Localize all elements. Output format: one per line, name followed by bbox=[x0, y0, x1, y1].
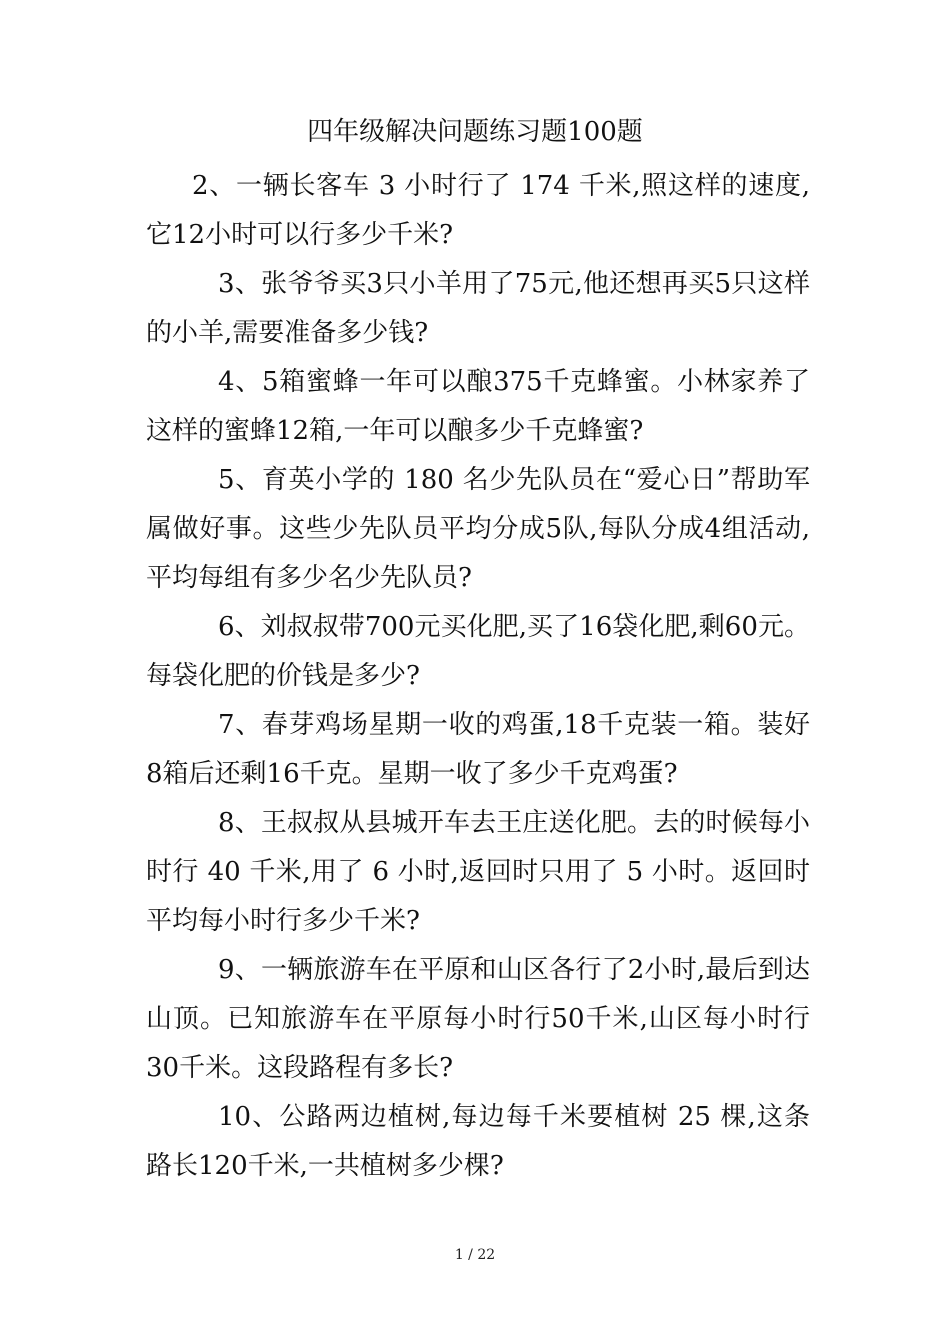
problem-item: 9、一辆旅游车在平原和山区各行了2小时,最后到达山顶。已知旅游车在平原每小时行50千米,山区每小时行30千米。这段路程有多长? bbox=[146, 955, 810, 1083]
problem-item: 4、5箱蜜蜂一年可以酿375千克蜂蜜。小林家养了这样的蜜蜂12箱,一年可以酿多少千克蜂蜜? bbox=[146, 367, 810, 446]
problem-item: 7、春芽鸡场星期一收的鸡蛋,18千克装一箱。装好8箱后还剩16千克。星期一收了多少千克鸡蛋? bbox=[146, 710, 810, 789]
problem-item: 3、张爷爷买3只小羊用了75元,他还想再买5只这样的小羊,需要准备多少钱? bbox=[146, 269, 810, 348]
problem-item: 8、王叔叔从县城开车去王庄送化肥。去的时候每小时行 40 千米,用了 6 小时,返回时只用了 5 小时。返回时平均每小时行多少千米? bbox=[146, 808, 810, 936]
problem-list bbox=[146, 162, 810, 1191]
page-title: 四年级解决问题练习题100题 bbox=[307, 117, 643, 147]
problem-item: 2、一辆长客车 3 小时行了 174 千米,照这样的速度,它12小时可以行多少千米? bbox=[146, 171, 810, 250]
page-number: 1 / 22 bbox=[454, 1247, 496, 1263]
problem-item: 6、刘叔叔带700元买化肥,买了16袋化肥,剩60元。每袋化肥的价钱是多少? bbox=[146, 612, 810, 691]
problem-item: 10、公路两边植树,每边每千米要植树 25 棵,这条路长120千米,一共植树多少棵? bbox=[146, 1102, 810, 1181]
problem-item: 5、育英小学的 180 名少先队员在“爱心日”帮助军属做好事。这些少先队员平均分成5队,每队分成4组活动,平均每组有多少名少先队员? bbox=[146, 465, 810, 593]
